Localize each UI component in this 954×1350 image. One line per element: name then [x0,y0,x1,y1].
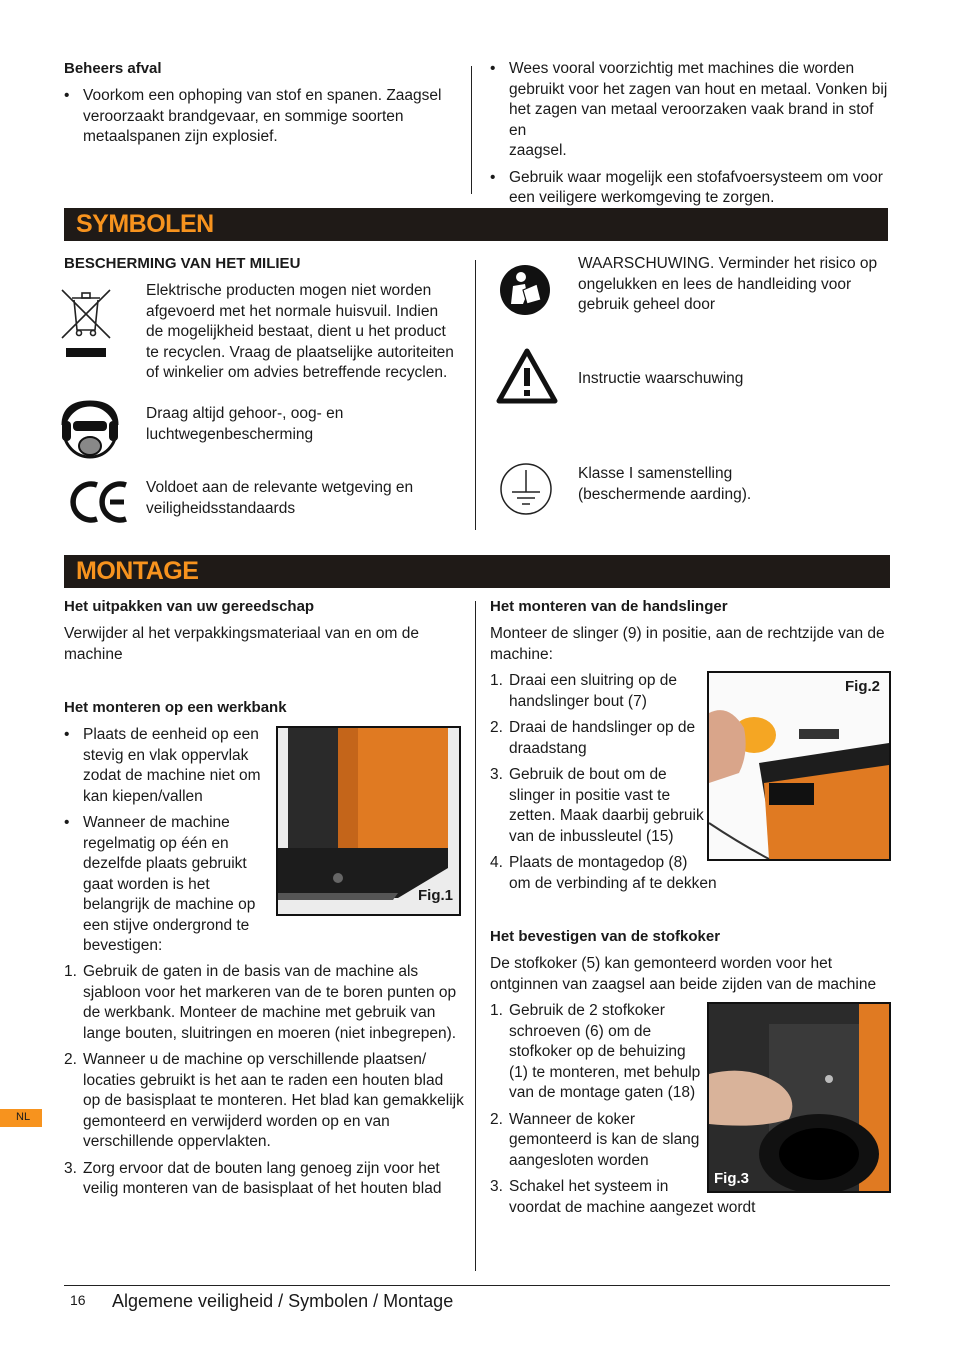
machine-safety-bullets [490,59,890,209]
warning-text: Instructie waarschuwing [578,370,744,387]
class1-text: Klasse I samenstelling (beschermende aarding). [578,465,752,503]
crossed-bin-icon [58,286,114,360]
dust-chute-image [709,1004,889,1191]
list-item: 3. Gebruik de bout om de slinger in positie vast te zetten. Maak daarbij gebruik van de inbussleutel (15) [490,766,704,845]
list-item: 1. Gebruik de gaten in de basis van de machine als sjabloon voor het markeren van de te boren punten op de werkbank. Monteer de machine met gebruik van lange bouten, sluitringen en moeren (niet inbegrepen). [64,963,457,1042]
handle-steps [490,671,725,894]
figure-3 [707,1002,891,1193]
weee-text: Elektrische producten mogen niet worden afgevoerd met het normale huisvuil. Indien de mogelijkheid bestaat, dient u het product te recyclen. Vraag de plaatselijke autoriteiten of winkelier om advies betreffende recyclen. [146,282,454,381]
bench-section [64,698,287,957]
figure-label: Fig.2 [845,678,881,695]
bench-steps [64,962,474,1200]
section-title: MONTAGE [76,557,199,585]
figure-label: Fig.1 [418,887,454,904]
environment-heading: BESCHERMING VAN HET MILIEU [64,255,301,272]
symbolen-banner [64,208,888,241]
column-divider [471,66,472,194]
page-number: 16 [70,1292,86,1308]
list-item: 3. Zorg ervoor dat de bouten lang genoeg zijn voor het veilig monteren van de basisplaat of het houten blad [64,1159,442,1197]
figure-1 [276,726,461,916]
language-tab: NL [0,1109,42,1127]
bench-heading: Het monteren op een werkbank [64,699,287,716]
column-divider [475,601,476,1271]
handle-heading: Het monteren van de handslinger [490,598,728,615]
list-item: 4. Plaats de montagedop (8) om de verbinding af te dekken [490,854,717,892]
footer-title: Algemene veiligheid / Symbolen / Montage [112,1291,454,1311]
ppe-text: Draag altijd gehoor-, oog- en luchtwegenbescherming [146,405,344,443]
list-item: 1. Draai een sluitring op de handslinger bout (7) [490,672,678,710]
protective-equipment-icon [60,399,120,463]
read-manual-icon [499,264,551,316]
waste-heading: Beheers afval [64,60,162,77]
list-item: 2. Wanneer u de machine op verschillende plaatsen/ locaties gebruikt is het aan te raden een houten blad op de basisplaat te monteren. Het blad kan gemakkelijk gemonteerd en verwijderd worden op en van verschillende oppervlakten. [64,1051,464,1150]
unpack-section: Het uitpakken van uw gereedschap Verwijder al het verpakkingsmateriaal van en om de machine [64,597,464,665]
handle-section: Het monteren van de handslinger Monteer de slinger (9) in positie, aan de rechtzijde van de machine: [490,597,890,665]
dust-section: Het bevestigen van de stofkoker De stofkoker (5) kan gemonteerd worden voor het ontginnen van zaagsel aan beide zijden van de machine [490,927,890,995]
waste-section [64,59,464,148]
list-item: • Plaats de eenheid op een stevig en vlak oppervlak zodat de machine niet om kan kiepen/vallen [64,725,274,807]
list-item: 1. Gebruik de 2 stofkoker schroeven (6) om de stofkoker op de behuizing (1) te monteren, met behulp van de montage gaten (18) [490,1002,701,1101]
list-item: 3. Schakel het systeem in voordat de machine aangezet wordt [490,1178,756,1216]
figure-label: Fig.3 [714,1170,750,1187]
dust-heading: Het bevestigen van de stofkoker [490,928,721,945]
footer-rule [64,1285,890,1286]
list-item: 2. Draai de handslinger op de draadstang [490,719,696,757]
list-item: • Wees vooral voorzichtig met machines die worden gebruikt voor het zagen van hout en metaal. Vonken bij het zagen van metaal veroorzaken vaak brand in stof en zaagsel. [490,59,890,162]
column-divider [475,260,476,530]
ce-mark-icon [70,479,132,525]
montage-banner [64,555,890,588]
list-item: • Gebruik waar mogelijk een stofafvoersysteem om voor een veiligere werkomgeving te zorgen. [490,168,890,209]
unpack-heading: Het uitpakken van uw gereedschap [64,598,315,615]
figure-2 [707,671,891,861]
list-item: • Wanneer de machine regelmatig op één en dezelfde plaats gebruikt gaat worden is het belangrijk de machine op een stijve ondergrond te bevestigen: [64,813,274,957]
ce-text: Voldoet aan de relevante wetgeving en veiligheidsstandaards [146,479,414,517]
list-item: 2. Wanneer de koker gemonteerd is kan de slang aangesloten worden [490,1110,700,1169]
earth-ground-icon [499,462,553,516]
section-title: SYMBOLEN [76,210,214,238]
warning-triangle-icon [496,348,558,404]
manual-text: WAARSCHUWING. Verminder het risico op ongelukken en lees de handleiding voor gebruik geheel door [578,255,878,313]
waste-bullet: • Voorkom een ophoping van stof en spanen. Zaagsel veroorzaakt brandgevaar, en sommige soorten metaalspanen zijn explosief. [64,86,464,148]
handle-crank-image [709,673,889,859]
